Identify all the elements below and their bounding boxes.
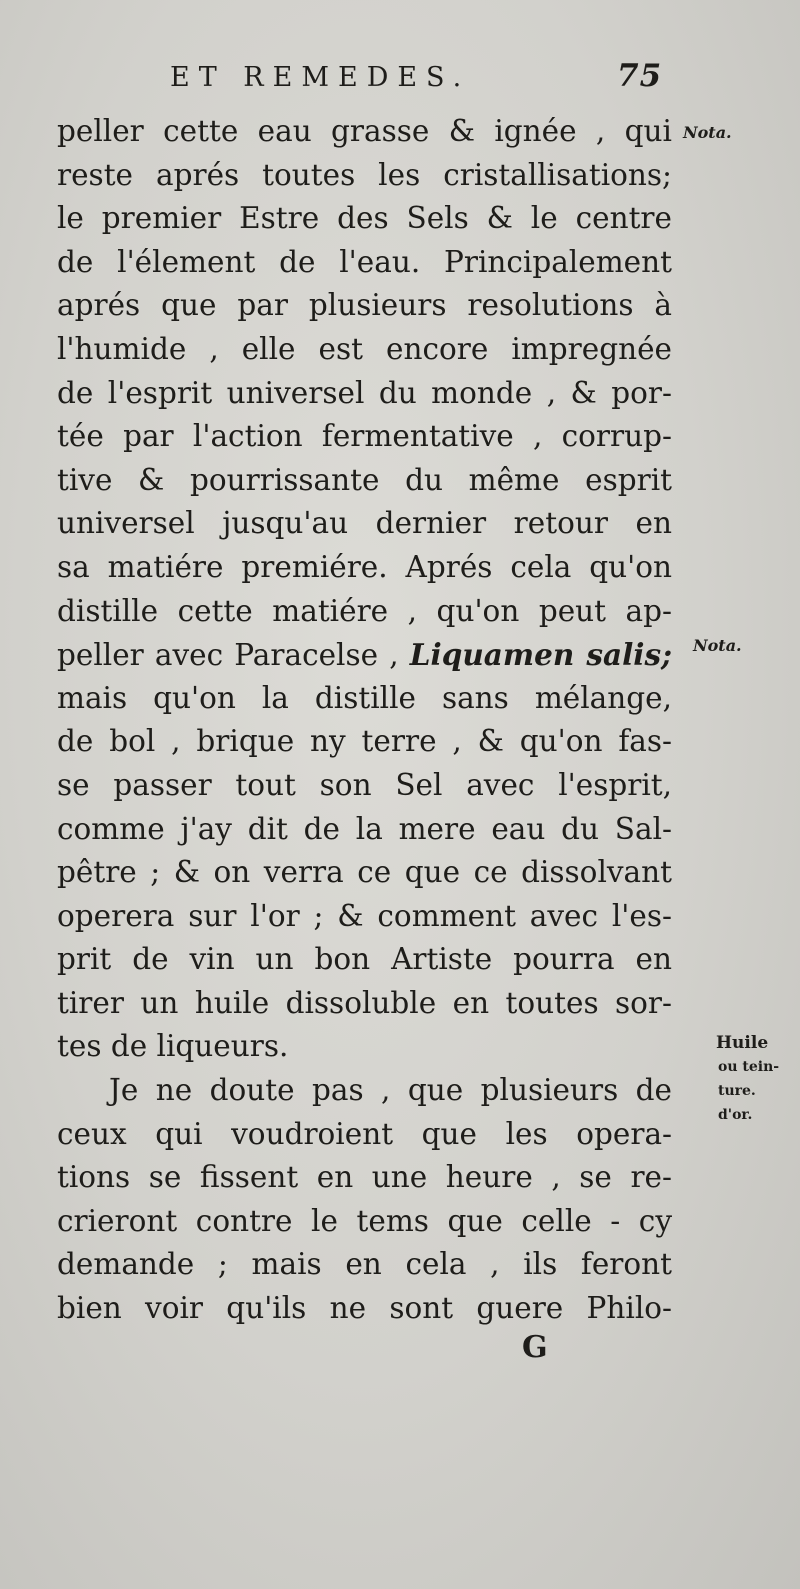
signature-mark: G (522, 1330, 548, 1365)
margin-note-nota-2: Nota. (693, 636, 742, 655)
side-note-line: ture. (718, 1083, 756, 1099)
text-line: comme j'ay dit de la mere eau du Sal- (57, 811, 672, 846)
text-line: Je ne doute pas , que plusieurs de (109, 1073, 672, 1108)
text-line: crieront contre le tems que celle - cy (57, 1203, 672, 1238)
text-fragment: peller avec Paracelse , (57, 638, 399, 673)
margin-note-nota-1: Nota. (683, 123, 732, 142)
text-line: tions se fissent en une heure , se re- (57, 1160, 672, 1195)
text-line: de l'esprit universel du monde , & por- (57, 375, 672, 410)
italic-phrase: Liquamen salis; (409, 637, 672, 673)
text-line: peller cette eau grasse & ignée , qui (57, 114, 672, 148)
page-number: 75 (617, 58, 663, 94)
side-note-line: d'or. (718, 1107, 753, 1123)
text-line: operera sur l'or ; & comment avec l'es- (57, 898, 672, 933)
text-line: bien voir qu'ils ne sont guere Philo- (57, 1291, 672, 1326)
text-line: universel jusqu'au dernier retour en (57, 506, 672, 541)
margin-note-huile (716, 1031, 779, 1127)
text-line: de bol , brique ny terre , & qu'on fas- (57, 724, 672, 759)
text-line: reste aprés toutes les cristallisations; (57, 157, 672, 192)
body-text (57, 110, 672, 1331)
text-line: sa matiére premiére. Aprés cela qu'on (57, 549, 672, 584)
text-line: tée par l'action fermentative , corrup- (57, 419, 672, 454)
text-line: ceux qui voudroient que les opera- (57, 1116, 672, 1151)
text-line-with-italic (57, 633, 672, 677)
text-line: tirer un huile dissoluble en toutes sor- (57, 985, 672, 1020)
text-line: distille cette matiére , qu'on peut ap- (57, 593, 672, 628)
text-line: le premier Estre des Sels & le centre (57, 201, 672, 236)
text-line: mais qu'on la distille sans mélange, (57, 680, 672, 715)
text-line: de l'élement de l'eau. Principalement (57, 244, 672, 279)
text-line: tes de liqueurs. (57, 1029, 289, 1064)
text-line: demande ; mais en cela , ils feront (57, 1247, 672, 1282)
text-line: tive & pourrissante du même esprit (57, 462, 672, 497)
running-head: ET REMEDES. (170, 62, 471, 93)
text-line: se passer tout son Sel avec l'esprit, (57, 767, 672, 802)
text-line: aprés que par plusieurs resolutions à (57, 288, 672, 323)
text-line: pêtre ; & on verra ce que ce dissolvant (57, 855, 672, 890)
side-note-line: Huile (716, 1033, 769, 1053)
side-note-line: ou tein- (718, 1059, 780, 1075)
text-line: prit de vin un bon Artiste pourra en (57, 942, 672, 977)
text-line: l'humide , elle est encore impregnée (57, 331, 672, 366)
